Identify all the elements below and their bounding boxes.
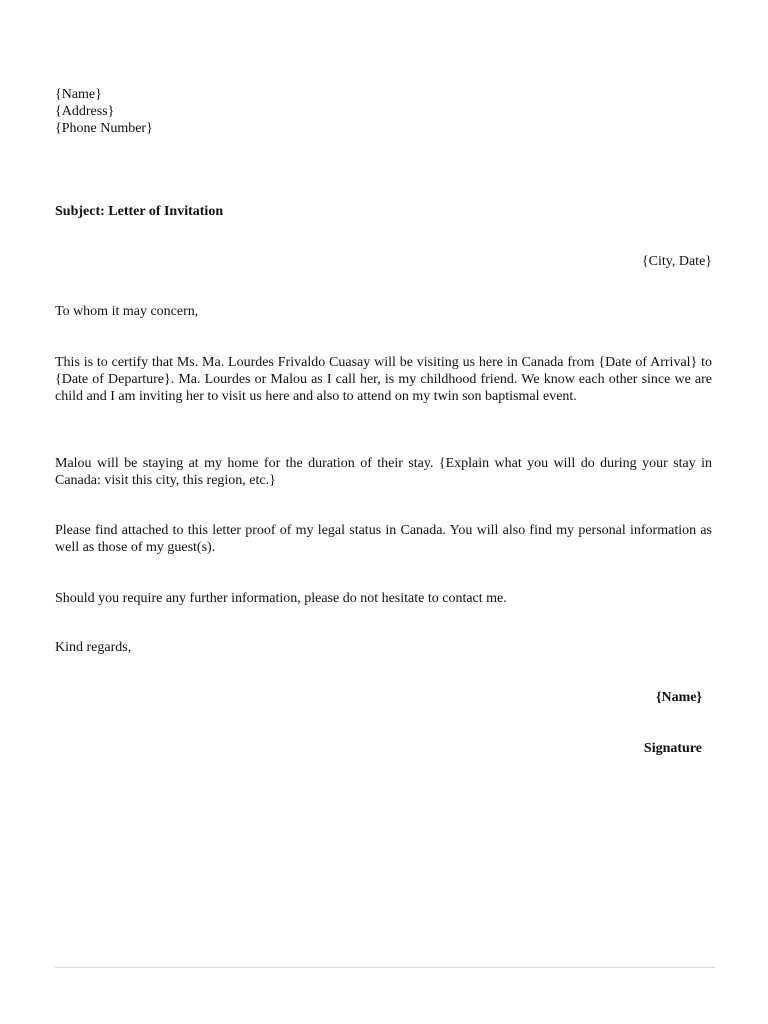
body-paragraph-3: Please find attached to this letter proof of my legal status in Canada. You will also find my personal information as well as those of my guest(s). bbox=[55, 523, 712, 555]
body-paragraph-4: Should you require any further information, please do not hesitate to contact me. bbox=[55, 591, 507, 606]
body-paragraph-1: This is to certify that Ms. Ma. Lourdes Frivaldo Cuasay will be visiting us here in Canada from {Date of Arrival} to {Date of Departure}. Ma. Lourdes or Malou as I call her, is my childhood friend. We know each other since we are child and I am inviting her to visit us here and also to attend on my twin son baptismal event. bbox=[55, 355, 712, 404]
salutation: To whom it may concern, bbox=[55, 304, 199, 319]
footer-divider bbox=[55, 967, 715, 968]
signature-name: {Name} bbox=[655, 690, 702, 705]
letter-subject: Subject: Letter of Invitation bbox=[55, 204, 224, 219]
closing: Kind regards, bbox=[55, 640, 132, 655]
signature-label: Signature bbox=[643, 741, 702, 756]
sender-phone: {Phone Number} bbox=[55, 121, 153, 136]
sender-address: {Address} bbox=[55, 104, 115, 119]
body-paragraph-2: Malou will be staying at my home for the duration of their stay. {Explain what you will do during your stay in Canada: visit this city, this region, etc.} bbox=[55, 456, 712, 488]
sender-block bbox=[55, 86, 153, 137]
city-date: {City, Date} bbox=[641, 254, 712, 269]
sender-name: {Name} bbox=[55, 87, 102, 102]
